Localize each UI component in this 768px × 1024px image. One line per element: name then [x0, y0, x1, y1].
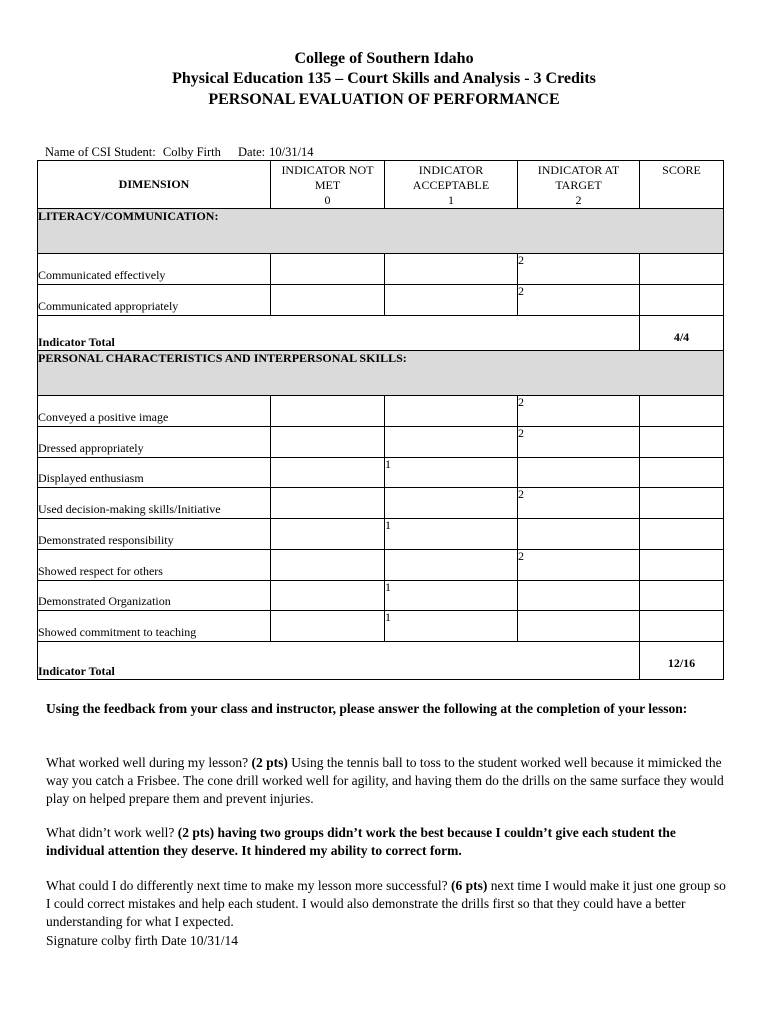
table-header-row	[38, 161, 724, 209]
question-text: What worked well during my lesson?	[46, 755, 249, 770]
indicator-total-score: 4/4	[640, 316, 724, 351]
section-header-row	[38, 209, 724, 254]
student-name: Colby Firth	[162, 145, 221, 159]
not-met-cell	[271, 581, 385, 611]
not-met-cell	[271, 396, 385, 427]
item-label: Communicated effectively	[38, 254, 271, 285]
question-worked-well	[46, 754, 726, 808]
question-text: What could I do differently next time to make my lesson more successful?	[46, 878, 448, 893]
score-cell	[640, 458, 724, 488]
not-met-cell	[271, 285, 385, 316]
item-label: Showed commitment to teaching	[38, 611, 271, 642]
not-met-cell	[271, 254, 385, 285]
section-title: LITERACY/COMMUNICATION:	[38, 209, 724, 254]
acceptable-cell: 1	[385, 581, 518, 611]
not-met-cell	[271, 427, 385, 458]
score-header: SCORE	[640, 161, 724, 209]
target-cell: 2	[518, 427, 640, 458]
not-met-cell	[271, 519, 385, 550]
acceptable-cell	[385, 488, 518, 519]
table-row	[38, 427, 724, 458]
section-title: PERSONAL CHARACTERISTICS AND INTERPERSONAL SKILLS:	[38, 351, 724, 396]
table-row	[38, 458, 724, 488]
item-label: Showed respect for others	[38, 550, 271, 581]
item-label: Displayed enthusiasm	[38, 458, 271, 488]
score-cell	[640, 254, 724, 285]
student-date: 10/31/14	[269, 145, 314, 159]
acceptable-header: INDICATOR ACCEPTABLE 1	[385, 161, 518, 209]
table-row	[38, 550, 724, 581]
target-cell: 2	[518, 488, 640, 519]
acceptable-cell: 1	[385, 611, 518, 642]
table-row	[38, 488, 724, 519]
target-cell: 2	[518, 550, 640, 581]
score-cell	[640, 488, 724, 519]
score-cell	[640, 285, 724, 316]
signature-date-label: Date	[161, 933, 187, 948]
table-row	[38, 611, 724, 642]
table-row	[38, 519, 724, 550]
signature-line	[46, 932, 726, 950]
signature-label: Signature	[46, 933, 98, 948]
acceptable-cell	[385, 285, 518, 316]
feedback-intro: Using the feedback from your class and instructor, please answer the following at the completion of your lesson:	[46, 701, 688, 716]
item-label: Demonstrated responsibility	[38, 519, 271, 550]
target-cell	[518, 519, 640, 550]
score-cell	[640, 396, 724, 427]
section-header-row	[38, 351, 724, 396]
table-row	[38, 254, 724, 285]
total-row	[38, 316, 724, 351]
question-text: What didn’t work well?	[46, 825, 175, 840]
not-met-cell	[271, 550, 385, 581]
acceptable-cell: 1	[385, 458, 518, 488]
question-points: (6 pts)	[451, 878, 488, 893]
score-cell	[640, 519, 724, 550]
answer-text: next time I would make it just one group so I could correct mistakes and help each student. I would also demonstrate the drills first so that they could have a better understanding for what I expected.	[46, 878, 726, 929]
question-do-differently	[46, 877, 726, 931]
indicator-total-score: 12/16	[640, 642, 724, 680]
score-cell	[640, 427, 724, 458]
signature-date: 10/31/14	[189, 933, 238, 948]
question-didnt-work	[46, 824, 726, 860]
target-cell: 2	[518, 396, 640, 427]
student-info-row	[45, 145, 318, 160]
acceptable-cell: 1	[385, 519, 518, 550]
acceptable-cell	[385, 396, 518, 427]
dimension-header: DIMENSION	[38, 161, 271, 209]
acceptable-cell	[385, 254, 518, 285]
table-row	[38, 396, 724, 427]
score-cell	[640, 611, 724, 642]
not-met-cell	[271, 488, 385, 519]
table-row	[38, 581, 724, 611]
target-cell	[518, 581, 640, 611]
question-points: (2 pts)	[177, 825, 215, 840]
answer-text: having two groups didn’t work the best because I couldn’t give each student the individual attention they deserve. It hindered my ability to correct form.	[46, 825, 676, 858]
indicator-total-label: Indicator Total	[38, 642, 640, 680]
indicator-total-label: Indicator Total	[38, 316, 640, 351]
table-row	[38, 285, 724, 316]
not-met-cell	[271, 458, 385, 488]
score-cell	[640, 550, 724, 581]
not-met-header: INDICATOR NOT MET 0	[271, 161, 385, 209]
date-label: Date:	[238, 145, 266, 159]
answer-text: Using the tennis ball to toss to the student worked well because it mimicked the way you catch a Frisbee. The cone drill worked well for agility, and having them do the drills on the same surface they would play on helped prepare them and prevent injuries.	[46, 755, 724, 806]
target-cell	[518, 458, 640, 488]
college-name: College of Southern Idaho	[294, 50, 474, 67]
item-label: Dressed appropriately	[38, 427, 271, 458]
total-row	[38, 642, 724, 680]
acceptable-cell	[385, 427, 518, 458]
item-label: Communicated appropriately	[38, 285, 271, 316]
item-label: Conveyed a positive image	[38, 396, 271, 427]
item-label: Used decision-making skills/Initiative	[38, 488, 271, 519]
form-title: PERSONAL EVALUATION OF PERFORMANCE	[208, 91, 560, 108]
target-cell	[518, 611, 640, 642]
target-header: INDICATOR AT TARGET 2	[518, 161, 640, 209]
score-cell	[640, 581, 724, 611]
acceptable-cell	[385, 550, 518, 581]
target-cell: 2	[518, 254, 640, 285]
course-title: Physical Education 135 – Court Skills and Analysis - 3 Credits	[172, 70, 596, 87]
question-points: (2 pts)	[251, 755, 288, 770]
target-cell: 2	[518, 285, 640, 316]
item-label: Demonstrated Organization	[38, 581, 271, 611]
not-met-cell	[271, 611, 385, 642]
signature-value: colby firth	[101, 933, 158, 948]
evaluation-table	[37, 160, 724, 680]
student-name-label: Name of CSI Student:	[45, 145, 156, 159]
